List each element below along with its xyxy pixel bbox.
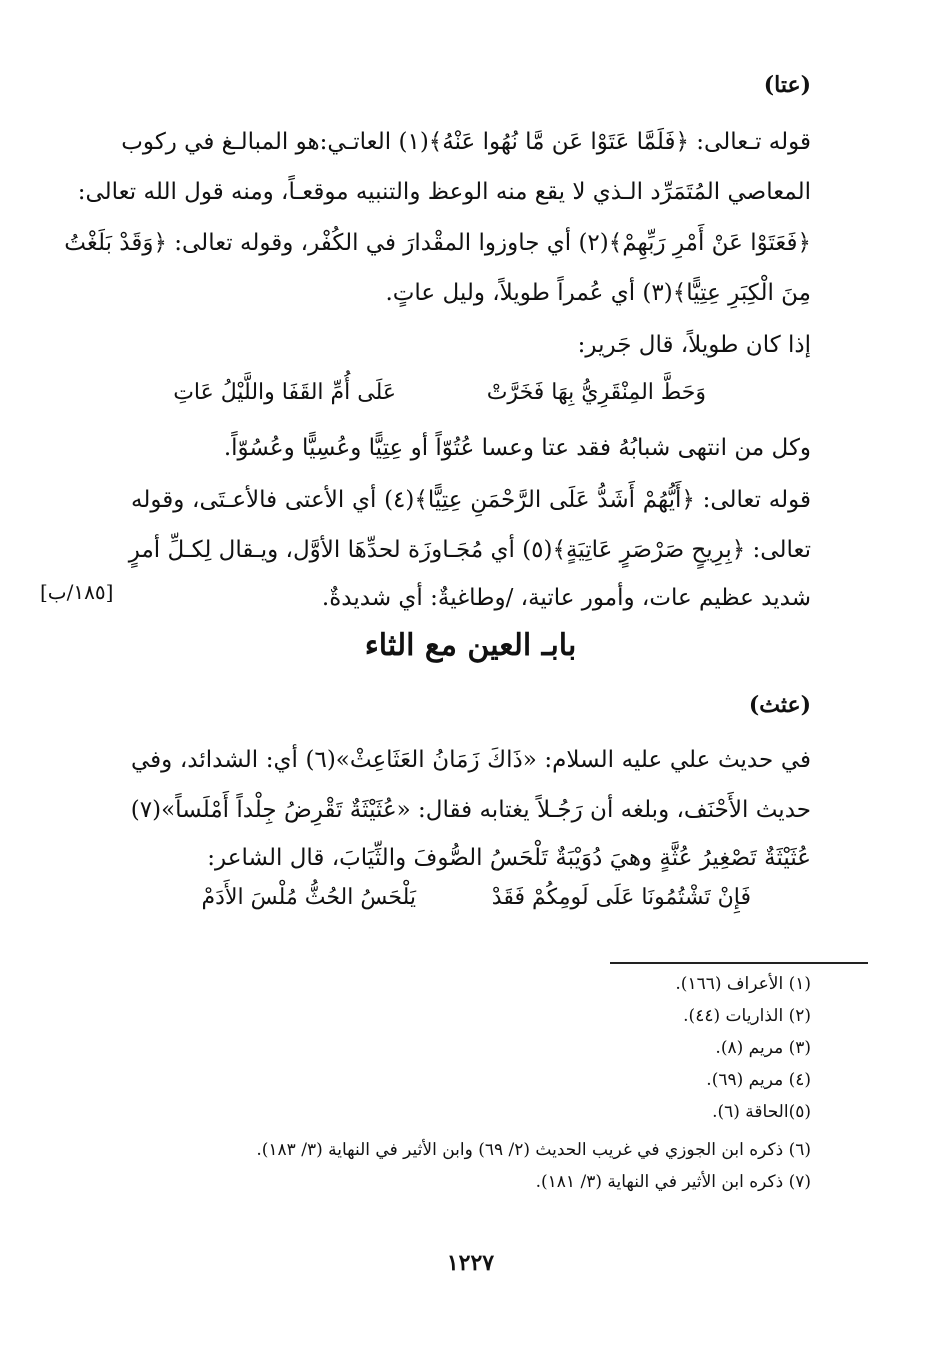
text-line: في حديث علي عليه السلام: «ذَاكَ زَمَانُ العَثَاعِثْ»(٦) أي: الشدائد، وفي [131,747,811,773]
footnote: (٢) الذاريات (٤٤). [683,1006,811,1026]
verse-hemistich-2: يَلْحَسُ الحُثُّ مُلْسَ الأَدَمْ [201,885,416,910]
footnote: (٥)الحاقة (٦). [712,1102,811,1122]
footnote: (٣) مريم (٨). [715,1038,811,1058]
text-line: حديث الأَحْنَف، وبلغه أن رَجُـلاً يغتابه فقال: «عُثَيْثَةٌ تَقْرِضُ جِلْداً أَمْلَساً»(٧) [130,797,811,823]
text-line: قوله تـعالى: ﴿فَلَمَّا عَتَوْا عَن مَّا نُهُوا عَنْهُ﴾(١) العاتـي:هو المبالـغ في ركوب [121,129,811,155]
chapter-title: بابـ العين مع الثاء [364,628,577,663]
text-line: شديد عظيم عات، وأمور عاتية، /وطاغيةٌ: أي شديدةٌ. [321,585,811,611]
footnote: (٧) ذكره ابن الأثير في النهاية (٣/ ١٨١). [535,1172,811,1192]
text-line: عُثَيْثَةٌ تَصْغِيرُ عُثَّةٍ وهيَ دُوَيْبَةٌ تَلْحَسُ الصُّوفَ والثِّيَابَ، قال الشاعر: [207,845,811,871]
text-line: ﴿فَعَتَوْا عَنْ أَمْرِ رَبِّهِمْ﴾(٢) أي جاوزوا المقْدارَ في الكُفْر، وقوله تعالى: ﴿وَقَدْ بَلَغْتُ [64,230,811,256]
manuscript-folio-marker: [١٨٥/ب] [40,580,114,604]
text-line: المعاصي المُتَمَرِّد الـذي لا يقع منه الوعظ والتنبيه موقعـاً، ومنه قول الله تعالى: [77,179,811,205]
text-line: مِنَ الْكِبَرِ عِتِيًّا﴾(٣) أي عُمراً طويلاً، وليل عاتٍ. [385,280,811,306]
entry-heading-ata: (عتا) [763,72,811,98]
footnote: (٤) مريم (٦٩). [706,1070,811,1090]
footnote: (٦) ذكره ابن الجوزي في غريب الحديث (٢/ ٦٩) وابن الأثير في النهاية (٣/ ١٨٣). [256,1140,811,1160]
text-line: وكل من انتهى شبابُهُ فقد عتا وعسا عُتُوّاً أو عِتِيًّا وعُسِيًّا وعُسُوّاً. [223,435,811,461]
page-number: ١٢٢٧ [446,1250,495,1276]
verse-hemistich-1: فَإِنْ تَشْتُمُونَا عَلَى لَومِكُمْ فَقَدْ [491,885,751,910]
verse-hemistich-2: عَلَى أُمِّ القَفَا واللَّيْلُ عَاتِ [173,380,396,405]
text-line: قوله تعالى: ﴿أَيُّهُمْ أَشَدُّ عَلَى الرَّحْمَنِ عِتِيًّا﴾(٤) أي الأعتى فالأعـتَى، وقوله [131,487,811,513]
footnote: (١) الأعراف (١٦٦). [675,974,811,994]
entry-heading-athth: (عثث) [748,692,811,718]
verse-hemistich-1: وَحَطَّ المِنْقَرِيُّ بِهَا فَخَرَّتْ [486,380,706,405]
text-line: تعالى: ﴿بِرِيحٍ صَرْصَرٍ عَاتِيَةٍ﴾(٥) أي مُجَـاوزَة لحدِّهَا الأوَّل، ويـقال لِكـلِّ أمرٍ [128,537,811,563]
footnote-separator [610,962,868,964]
text-line: إذا كان طويلاً، قال جَرير: [577,332,811,358]
